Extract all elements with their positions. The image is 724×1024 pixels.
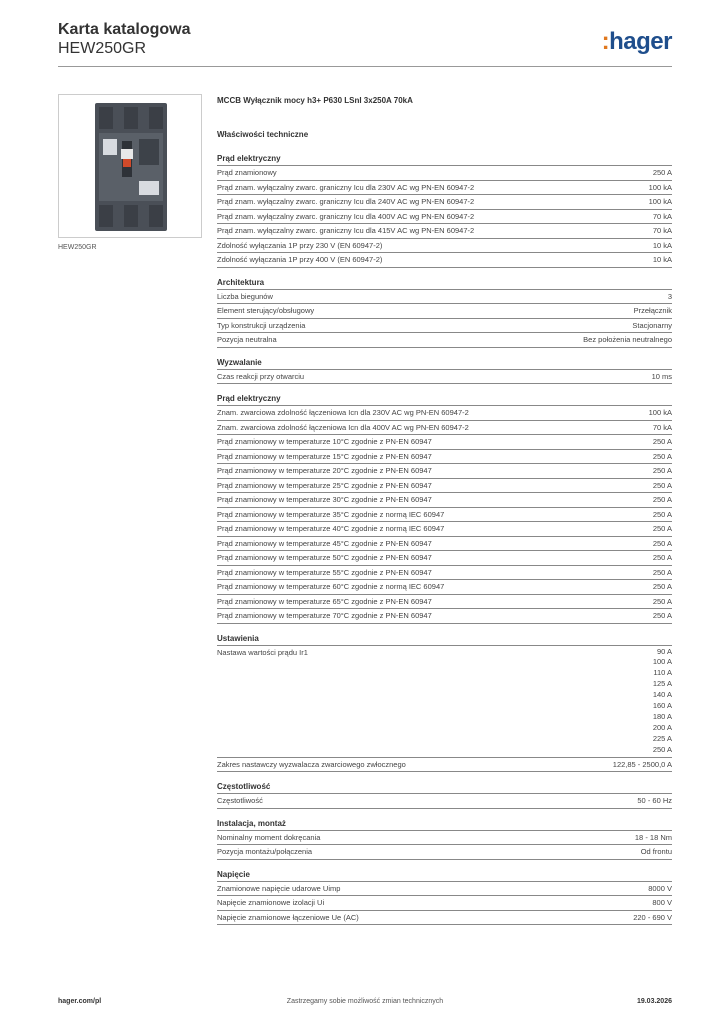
- spec-row: [217, 166, 672, 181]
- spec-value: 140 A: [652, 690, 672, 700]
- spec-value: 250 A: [652, 466, 672, 475]
- spec-row: [217, 435, 672, 450]
- section-title: Prąd elektryczny: [217, 154, 672, 166]
- spec-value: 10 ms: [651, 371, 672, 381]
- product-code: HEW250GR: [58, 40, 147, 57]
- section-title: Napięcie: [217, 870, 672, 882]
- spec-value: 110 A: [653, 668, 672, 678]
- spec-row: [217, 464, 672, 479]
- footer-website[interactable]: hager.com/pl: [58, 998, 102, 1005]
- spec-row: [217, 333, 672, 348]
- spec-row: [217, 882, 672, 897]
- spec-label: Znam. zwarciowa zdolność łączeniowa Icn dla 230V AC wg PN-EN 60947-2: [217, 408, 469, 417]
- spec-row: [217, 646, 672, 758]
- spec-row: [217, 421, 672, 436]
- spec-value: 800 V: [652, 898, 672, 908]
- spec-label: Prąd znamionowy w temperaturze 65°C zgodnie z PN-EN 60947: [217, 596, 432, 606]
- spec-label: Zdolność wyłączania 1P przy 230 V (EN 60947-2): [217, 240, 383, 250]
- spec-value: 100 kA: [648, 408, 672, 417]
- spec-value: 160 A: [652, 701, 672, 711]
- section-title: Ustawienia: [217, 634, 672, 646]
- spec-row: [217, 794, 672, 809]
- section-title: Wyzwalanie: [217, 358, 672, 370]
- spec-value: 70 kA: [652, 226, 672, 235]
- spec-value: 100 A: [652, 657, 672, 667]
- spec-value: Przełącznik: [633, 306, 672, 315]
- breaker-illustration: [59, 95, 201, 237]
- spec-row: [217, 537, 672, 552]
- spec-row: [217, 551, 672, 566]
- spec-row: [217, 319, 672, 334]
- spec-row: [217, 224, 672, 239]
- spec-row: [217, 522, 672, 537]
- spec-row: [217, 896, 672, 911]
- spec-value: 8000 V: [648, 883, 672, 893]
- spec-value: 250 A: [652, 524, 672, 533]
- logo-prefix: :: [601, 28, 610, 55]
- spec-value: 250 A: [652, 744, 672, 754]
- spec-section: [217, 394, 672, 624]
- spec-section: [217, 154, 672, 268]
- spec-row: [217, 911, 672, 926]
- spec-section: [217, 870, 672, 926]
- spec-row: [217, 508, 672, 523]
- spec-label: Liczba biegunów: [217, 291, 273, 301]
- spec-label: Prąd znamionowy: [217, 168, 277, 177]
- spec-value: 50 - 60 Hz: [637, 796, 672, 806]
- section-title: Częstotliwość: [217, 782, 672, 794]
- spec-row: [217, 406, 672, 421]
- spec-row: [217, 239, 672, 254]
- spec-label: Prąd znamionowy w temperaturze 55°C zgodnie z PN-EN 60947: [217, 567, 432, 577]
- spec-content: [217, 96, 672, 935]
- spec-value: 250 A: [652, 437, 672, 446]
- spec-row: [217, 479, 672, 494]
- product-image-caption: HEW250GR: [58, 244, 97, 251]
- spec-row: [217, 450, 672, 465]
- spec-label: Prąd znam. wyłączalny zwarc. graniczny Icu dla 400V AC wg PN-EN 60947-2: [217, 211, 475, 221]
- spec-value: 200 A: [652, 722, 672, 732]
- page-header: [58, 20, 190, 58]
- spec-label: Pozycja montażu/połączenia: [217, 847, 313, 857]
- spec-label: Znam. zwarciowa zdolność łączeniowa Icn dla 400V AC wg PN-EN 60947-2: [217, 422, 469, 432]
- spec-value: 10 kA: [652, 255, 672, 264]
- spec-value: Stacjonarny: [632, 320, 672, 330]
- properties-heading: Właściwości techniczne: [217, 130, 309, 139]
- spec-label: Zakres nastawczy wyzwalacza zwarciowego zwłocznego: [217, 759, 406, 769]
- spec-label: Częstotliwość: [217, 796, 263, 806]
- section-title: Instalacja, montaż: [217, 819, 672, 831]
- spec-value: 250 A: [652, 509, 672, 519]
- spec-label: Czas reakcji przy otwarciu: [217, 371, 305, 381]
- spec-value: 250 A: [652, 451, 672, 461]
- spec-label: Prąd znamionowy w temperaturze 40°C zgodnie z normą IEC 60947: [217, 524, 445, 533]
- spec-row: [217, 290, 672, 305]
- spec-row: [217, 831, 672, 846]
- spec-row: [217, 566, 672, 581]
- spec-value: 250 A: [652, 168, 672, 177]
- spec-row: [217, 580, 672, 595]
- spec-label: Prąd znamionowy w temperaturze 45°C zgodnie z PN-EN 60947: [217, 538, 432, 548]
- spec-value: Od frontu: [640, 847, 672, 857]
- spec-value: 3: [667, 291, 672, 301]
- footer-date: 19.03.2026: [636, 998, 672, 1005]
- spec-sections: [217, 154, 672, 925]
- spec-label: Prąd znamionowy w temperaturze 20°C zgodnie z PN-EN 60947: [217, 466, 432, 475]
- footer-disclaimer: Zastrzegamy sobie możliwość zmian technicznych: [286, 998, 444, 1005]
- spec-value: 220 - 690 V: [633, 912, 672, 922]
- spec-row: [217, 595, 672, 610]
- logo-text: hager: [609, 28, 672, 55]
- spec-section: [217, 278, 672, 348]
- spec-label: Prąd znamionowy w temperaturze 50°C zgodnie z PN-EN 60947: [217, 553, 432, 562]
- spec-label: Napięcie znamionowe łączeniowe Ue (AC): [217, 912, 359, 922]
- spec-label: Zdolność wyłączania 1P przy 400 V (EN 60947-2): [217, 255, 383, 264]
- spec-row: [217, 210, 672, 225]
- spec-label: Typ konstrukcji urządzenia: [217, 320, 306, 330]
- spec-label: Nominalny moment dokręcania: [217, 832, 321, 842]
- spec-value: 250 A: [652, 480, 672, 490]
- spec-label: Prąd znamionowy w temperaturze 15°C zgodnie z PN-EN 60947: [217, 451, 432, 461]
- spec-value-list: [653, 646, 672, 757]
- spec-value: 100 kA: [648, 182, 672, 192]
- spec-row: [217, 370, 672, 385]
- spec-row: [217, 253, 672, 268]
- spec-value: 100 kA: [648, 197, 672, 206]
- section-title: Architektura: [217, 278, 672, 290]
- spec-section: [217, 782, 672, 809]
- spec-value: 70 kA: [652, 422, 672, 432]
- spec-value: 250 A: [652, 596, 672, 606]
- product-title: MCCB Wyłącznik mocy h3+ P630 LSnI 3x250A 70kA: [217, 96, 413, 105]
- spec-value: 10 kA: [652, 240, 672, 250]
- spec-row: [217, 758, 672, 773]
- spec-row: [217, 493, 672, 508]
- spec-row: [217, 181, 672, 196]
- spec-label: Prąd znamionowy w temperaturze 60°C zgodnie z normą IEC 60947: [217, 582, 445, 591]
- spec-value: Bez położenia neutralnego: [583, 335, 672, 344]
- spec-row: [217, 845, 672, 860]
- spec-label: Element sterujący/obsługowy: [217, 306, 315, 315]
- spec-value: 122,85 - 2500,0 A: [612, 759, 672, 769]
- spec-value: 250 A: [652, 553, 672, 562]
- spec-label: Nastawa wartości prądu Ir1: [217, 647, 308, 657]
- spec-value: 90 A: [656, 646, 672, 656]
- spec-label: Prąd znam. wyłączalny zwarc. graniczny Icu dla 240V AC wg PN-EN 60947-2: [217, 197, 475, 206]
- spec-value: 250 A: [652, 538, 672, 548]
- document-title: Karta katalogowa: [58, 21, 191, 38]
- section-title: Prąd elektryczny: [217, 394, 672, 406]
- spec-row: [217, 195, 672, 210]
- spec-label: Prąd znamionowy w temperaturze 70°C zgodnie z PN-EN 60947: [217, 611, 432, 620]
- product-image: [58, 94, 202, 238]
- spec-value: 225 A: [652, 733, 672, 743]
- spec-label: Prąd znamionowy w temperaturze 35°C zgodnie z normą IEC 60947: [217, 509, 445, 519]
- spec-section: [217, 634, 672, 773]
- spec-label: Prąd znam. wyłączalny zwarc. graniczny Icu dla 415V AC wg PN-EN 60947-2: [217, 226, 475, 235]
- spec-label: Prąd znamionowy w temperaturze 25°C zgodnie z PN-EN 60947: [217, 480, 432, 490]
- spec-label: Prąd znam. wyłączalny zwarc. graniczny Icu dla 230V AC wg PN-EN 60947-2: [217, 182, 475, 192]
- header-divider: [58, 66, 672, 67]
- spec-value: 250 A: [652, 582, 672, 591]
- spec-value: 180 A: [652, 711, 672, 721]
- spec-value: 18 - 18 Nm: [634, 832, 672, 842]
- spec-value: 125 A: [652, 679, 672, 689]
- hager-logo: [602, 28, 672, 56]
- spec-value: 70 kA: [652, 211, 672, 221]
- spec-value: 250 A: [652, 495, 672, 504]
- spec-section: [217, 819, 672, 860]
- spec-section: [217, 358, 672, 385]
- spec-value: 250 A: [652, 611, 672, 620]
- spec-value: 250 A: [652, 567, 672, 577]
- spec-label: Prąd znamionowy w temperaturze 30°C zgodnie z PN-EN 60947: [217, 495, 432, 504]
- spec-row: [217, 304, 672, 319]
- spec-label: Napięcie znamionowe izolacji Ui: [217, 898, 325, 908]
- spec-row: [217, 609, 672, 624]
- spec-label: Znamionowe napięcie udarowe Uimp: [217, 883, 341, 893]
- spec-label: Prąd znamionowy w temperaturze 10°C zgodnie z PN-EN 60947: [217, 437, 432, 446]
- spec-label: Pozycja neutralna: [217, 335, 277, 344]
